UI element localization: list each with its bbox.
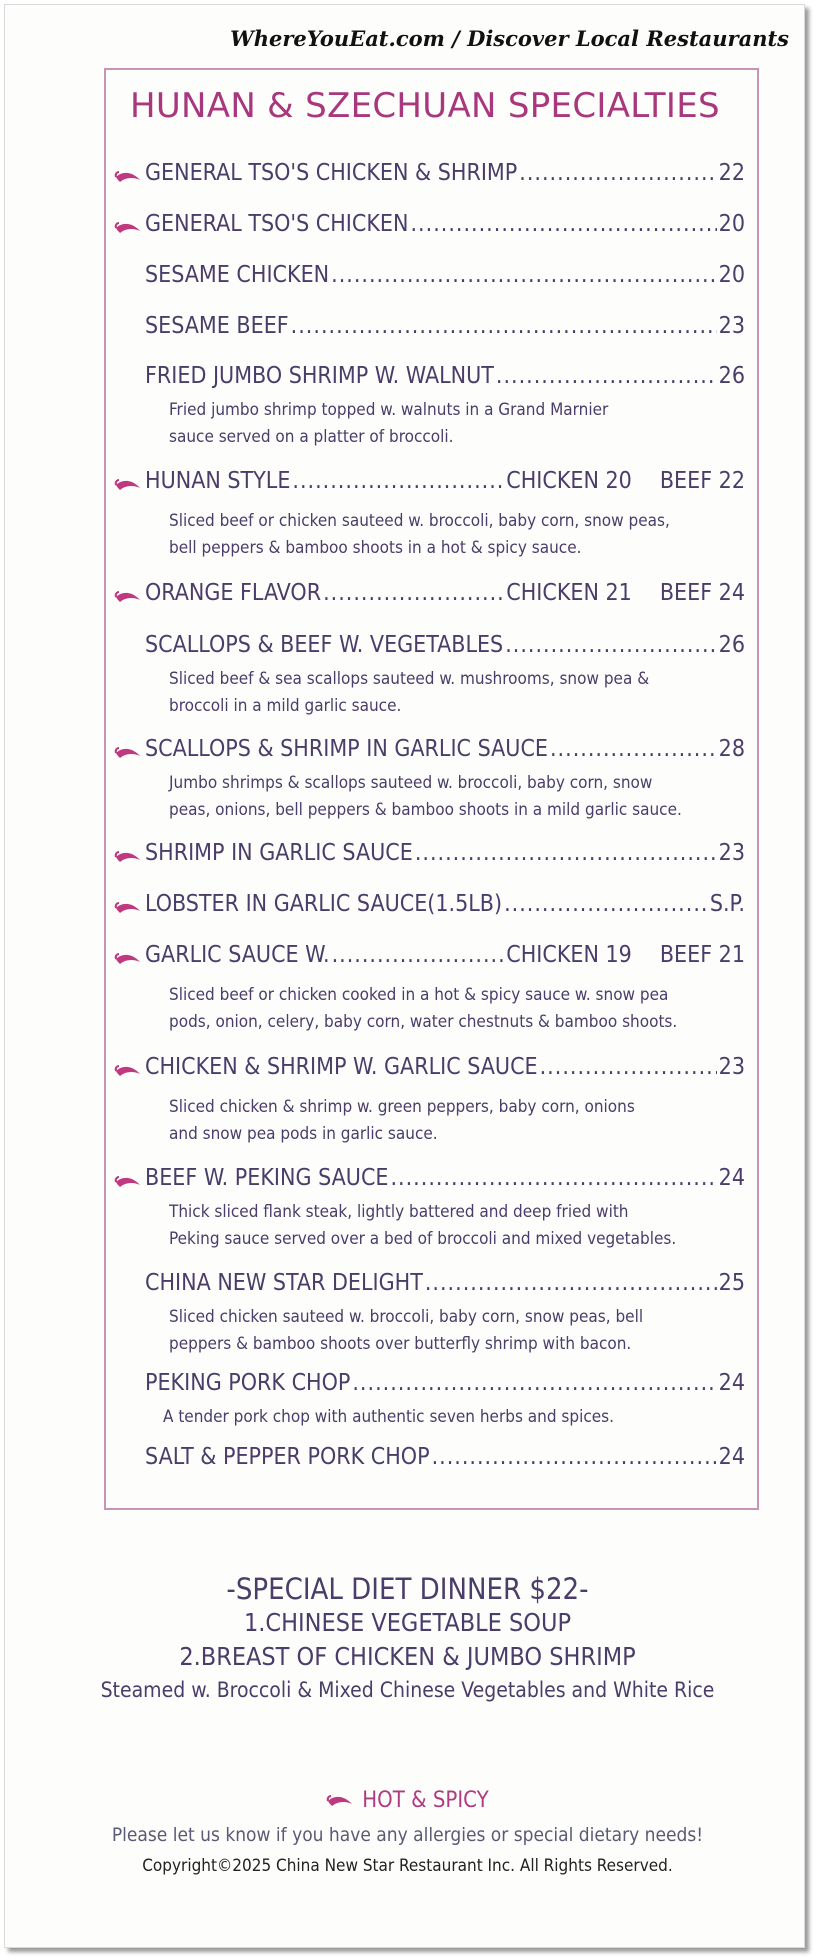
special-diet-line-2: 2.BREAST OF CHICKEN & JUMBO SHRIMP (179, 1642, 636, 1671)
menu-item-description: peas, onions, bell peppers & bamboo shoots in a mild garlic sauce. (169, 800, 682, 820)
menu-item-name: SCALLOPS & SHRIMP IN GARLIC SAUCE (145, 736, 548, 762)
menu-item (145, 1270, 745, 1358)
menu-item-price: 24 (718, 1370, 745, 1396)
spicy-legend (0, 1788, 815, 1813)
menu-item (145, 211, 745, 245)
menu-item-price: 26 (718, 632, 745, 658)
menu-item-name: HUNAN STYLE (145, 468, 291, 494)
dot-leader (415, 840, 717, 866)
menu-item-name: LOBSTER IN GARLIC SAUCE(1.5LB) (145, 891, 503, 917)
menu-item (145, 160, 745, 194)
menu-item (145, 891, 745, 925)
menu-item (145, 1165, 745, 1253)
dot-leader (425, 1270, 717, 1296)
dot-leader (332, 942, 505, 968)
chili-pepper-icon (114, 950, 142, 968)
menu-item-description: Peking sauce served over a bed of broccoli and mixed vegetables. (169, 1229, 677, 1249)
menu-item-name: SESAME CHICKEN (145, 262, 330, 288)
menu-item-name: SHRIMP IN GARLIC SAUCE (145, 840, 413, 866)
menu-item-price-alt: BEEF 22 (659, 468, 745, 494)
copyright: Copyright©2025 China New Star Restaurant Inc. All Rights Reserved. (142, 1856, 673, 1876)
allergy-notice: Please let us know if you have any allergies or special dietary needs! (111, 1824, 704, 1846)
special-diet-line-3: Steamed w. Broccoli & Mixed Chinese Vegetables and White Rice (100, 1678, 715, 1702)
menu-item-line (145, 1165, 745, 1199)
menu-item-line (145, 262, 745, 296)
site-header[interactable]: WhereYouEat.com / Discover Local Restaurants (230, 26, 789, 51)
dot-leader (323, 580, 504, 606)
menu-item (145, 1444, 745, 1478)
menu-item-line (145, 468, 745, 502)
chili-pepper-icon (326, 1792, 354, 1810)
chili-pepper-icon (114, 1062, 142, 1080)
menu-item (145, 363, 745, 451)
menu-item (145, 262, 745, 296)
menu-item-price: 26 (718, 363, 745, 389)
dot-leader (390, 1165, 716, 1191)
menu-item (145, 1370, 745, 1431)
menu-item-line (145, 891, 745, 925)
dot-leader (519, 160, 716, 186)
dot-leader (292, 468, 504, 494)
menu-item (145, 313, 745, 347)
menu-item-description: sauce served on a platter of broccoli. (169, 427, 454, 447)
dot-leader (291, 313, 717, 339)
menu-item (145, 632, 745, 720)
menu-item-description: Sliced beef or chicken cooked in a hot & spicy sauce w. snow pea (169, 985, 669, 1005)
menu-item-price: S.P. (709, 891, 745, 917)
chili-pepper-icon (114, 588, 142, 606)
menu-item-name: FRIED JUMBO SHRIMP W. WALNUT (145, 363, 494, 389)
menu-item-name: SCALLOPS & BEEF W. VEGETABLES (145, 632, 504, 658)
menu-item-description: Fried jumbo shrimp topped w. walnuts in a Grand Marnier (169, 400, 609, 420)
menu-item-description: Thick sliced flank steak, lightly battered and deep fried with (169, 1202, 629, 1222)
menu-item-description: broccoli in a mild garlic sauce. (169, 696, 402, 716)
chili-pepper-icon (114, 899, 142, 917)
menu-item-description: Jumbo shrimps & scallops sauteed w. broccoli, baby corn, snow (169, 773, 653, 793)
menu-item-name: PEKING PORK CHOP (145, 1370, 351, 1396)
menu-item-name: GENERAL TSO'S CHICKEN (145, 211, 409, 237)
chili-pepper-icon (114, 219, 142, 237)
menu-item-line (145, 1370, 745, 1404)
menu-item-description: A tender pork chop with authentic seven herbs and spices. (163, 1407, 614, 1427)
menu-item (145, 840, 745, 874)
menu-item-description: peppers & bamboo shoots over butterfly shrimp with bacon. (169, 1334, 632, 1354)
menu-item-description: pods, onion, celery, baby corn, water chestnuts & bamboo shoots. (169, 1012, 678, 1032)
menu-item-price: 28 (718, 736, 745, 762)
menu-item-line (145, 1444, 745, 1478)
menu-item-name: GENERAL TSO'S CHICKEN & SHRIMP (145, 160, 518, 186)
menu-item-price: 20 (718, 211, 745, 237)
menu-item-price: 20 (718, 262, 745, 288)
menu-item-price: 25 (718, 1270, 745, 1296)
menu-item-price: CHICKEN 20 (506, 468, 632, 494)
menu-item-line (145, 632, 745, 666)
menu-item-name: SESAME BEEF (145, 313, 289, 339)
dot-leader (505, 632, 716, 658)
menu-item-line (145, 736, 745, 770)
dot-leader (432, 1444, 717, 1470)
menu-item-description: Sliced chicken sauteed w. broccoli, baby corn, snow peas, bell (169, 1307, 644, 1327)
dot-leader (410, 211, 716, 237)
menu-item-price: 23 (718, 1054, 745, 1080)
menu-item-description: and snow pea pods in garlic sauce. (169, 1124, 438, 1144)
chili-pepper-icon (114, 1173, 142, 1191)
dot-leader (550, 736, 717, 762)
menu-item-price: CHICKEN 19 (506, 942, 632, 968)
chili-pepper-icon (114, 744, 142, 762)
menu-item-line (145, 580, 745, 614)
menu-item-line (145, 211, 745, 245)
section-title: HUNAN & SZECHUAN SPECIALTIES (130, 86, 720, 126)
dot-leader (540, 1054, 717, 1080)
menu-item-description: bell peppers & bamboo shoots in a hot & spicy sauce. (169, 538, 582, 558)
menu-item-line (145, 1054, 745, 1088)
dot-leader (496, 363, 717, 389)
spicy-legend-label: HOT & SPICY (362, 1788, 489, 1813)
menu-item-line (145, 1270, 745, 1304)
menu-item-name: CHICKEN & SHRIMP W. GARLIC SAUCE (145, 1054, 538, 1080)
menu-item-price-alt: BEEF 24 (659, 580, 745, 606)
special-diet-title: -SPECIAL DIET DINNER $22- (226, 1572, 589, 1606)
chili-pepper-icon (114, 848, 142, 866)
special-diet-line-1: 1.CHINESE VEGETABLE SOUP (243, 1608, 572, 1637)
chili-pepper-icon (114, 168, 142, 186)
menu-item-line (145, 313, 745, 347)
menu-item-price: CHICKEN 21 (506, 580, 632, 606)
dot-leader (504, 891, 708, 917)
chili-pepper-icon (114, 476, 142, 494)
menu-item-price: 22 (718, 160, 745, 186)
menu-item-line (145, 160, 745, 194)
menu-item-name: SALT & PEPPER PORK CHOP (145, 1444, 430, 1470)
menu-item-name: ORANGE FLAVOR (145, 580, 322, 606)
menu-item-description: Sliced chicken & shrimp w. green peppers, baby corn, onions (169, 1097, 635, 1117)
menu-item-price: 23 (718, 313, 745, 339)
menu-item-price: 24 (718, 1444, 745, 1470)
menu-item (145, 468, 745, 562)
menu-item (145, 580, 745, 614)
menu-item-price-alt: BEEF 21 (659, 942, 745, 968)
dot-leader (331, 262, 717, 288)
menu-item-name: BEEF W. PEKING SAUCE (145, 1165, 389, 1191)
menu-item-description: Sliced beef or chicken sauteed w. broccoli, baby corn, snow peas, (169, 511, 670, 531)
menu-item-line (145, 840, 745, 874)
menu-item-description: Sliced beef & sea scallops sauteed w. mushrooms, snow pea & (169, 669, 650, 689)
menu-item-price: 23 (718, 840, 745, 866)
menu-item-name: GARLIC SAUCE W. (145, 942, 330, 968)
menu-item-line (145, 942, 745, 976)
menu-item (145, 1054, 745, 1148)
menu-item-price: 24 (718, 1165, 745, 1191)
menu-item (145, 736, 745, 824)
dot-leader (352, 1370, 716, 1396)
menu-item-name: CHINA NEW STAR DELIGHT (145, 1270, 423, 1296)
menu-item (145, 942, 745, 1036)
menu-item-line (145, 363, 745, 397)
